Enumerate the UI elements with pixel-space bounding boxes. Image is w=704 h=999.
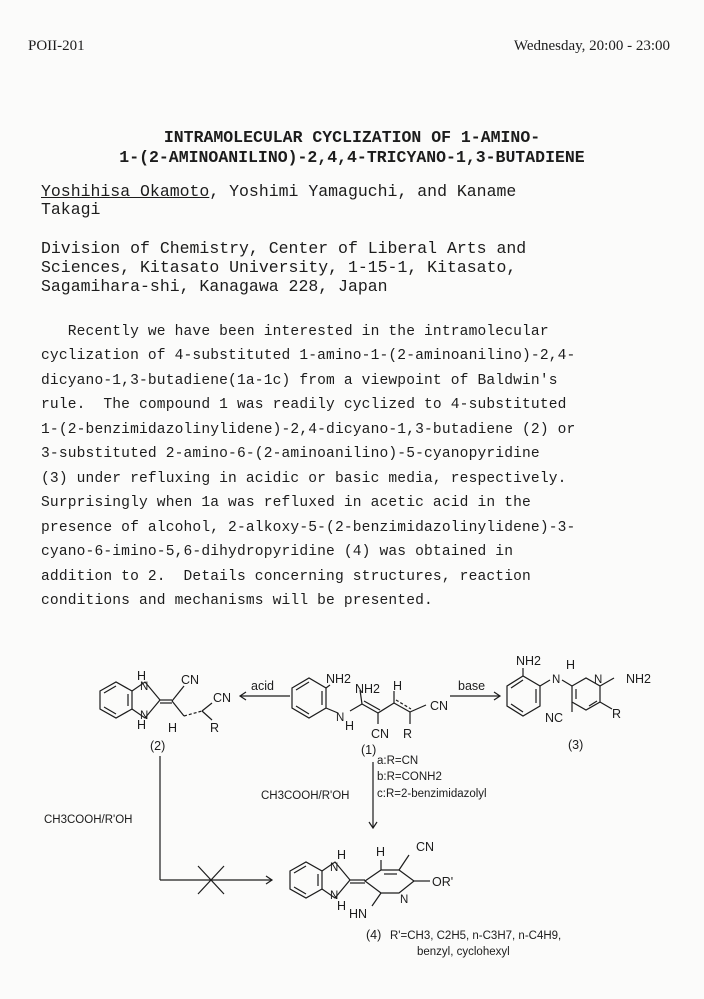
reagent-center: CH3COOH/R'OH xyxy=(261,790,350,802)
compound-label-3: (3) xyxy=(568,738,584,752)
r-label: R xyxy=(210,721,220,735)
r-prime-list-2: benzyl, cyclohexyl xyxy=(417,946,510,958)
benzene-ring xyxy=(292,678,326,718)
h-label: H xyxy=(376,845,386,859)
abstract-line: Recently we have been interested in the intramolecular xyxy=(41,324,549,340)
h-label: H xyxy=(337,848,347,862)
hn-label: HN xyxy=(349,907,368,921)
acid-label: acid xyxy=(251,679,274,693)
n-label: H xyxy=(137,718,147,732)
cn-label: CN xyxy=(213,691,232,705)
n-label: N xyxy=(330,890,339,902)
abstract-line: 3-substituted 2-amino-6-(2-aminoanilino)-5-cyanopyridine xyxy=(41,446,540,462)
cn-label: CN xyxy=(416,840,435,854)
nh2-label: NH2 xyxy=(355,682,381,696)
title-line-1: INTRAMOLECULAR CYCLIZATION OF 1-AMINO- xyxy=(163,128,541,147)
abstract-line: conditions and mechanisms will be presented. xyxy=(41,593,433,609)
compound-4-structure xyxy=(290,840,561,958)
compound-3-structure xyxy=(507,654,651,752)
compound-2-structure xyxy=(100,669,231,753)
h-label: H xyxy=(566,658,576,672)
compound-label-4: (4) xyxy=(366,928,382,942)
base-label: base xyxy=(458,679,486,693)
co-authors: , Yoshimi Yamaguchi, and Kaname xyxy=(209,182,517,201)
r-label: R xyxy=(612,707,622,721)
compound-label-2: (2) xyxy=(150,739,166,753)
session-code: POII-201 xyxy=(28,38,85,54)
benzene-ring xyxy=(290,862,322,898)
h-label: H xyxy=(393,679,403,693)
nh2-label: NH2 xyxy=(516,654,542,668)
nh2-label: NH2 xyxy=(326,672,352,686)
n-label: N xyxy=(336,712,345,724)
h-label: H xyxy=(345,719,355,733)
reagent-left: CH3COOH/R'OH xyxy=(44,814,133,826)
nc-label: NC xyxy=(545,711,564,725)
n-label: N xyxy=(552,674,561,686)
abstract-line: Surprisingly when 1a was refluxed in acetic acid in the xyxy=(41,495,531,511)
compound-label-1: (1) xyxy=(361,743,377,757)
or-label: OR' xyxy=(432,875,454,889)
session-time: Wednesday, 20:00 - 23:00 xyxy=(513,38,670,54)
abstract-line: cyclization of 4-substituted 1-amino-1-(2-aminoanilino)-2,4- xyxy=(41,348,576,364)
n-label: N xyxy=(594,674,603,686)
abstract-line: cyano-6-imino-5,6-dihydropyridine (4) was obtained in xyxy=(41,544,514,560)
presenting-author: Yoshihisa Okamoto xyxy=(41,182,210,201)
cn-label: CN xyxy=(371,727,390,741)
affiliation-line: Sciences, Kitasato University, 1-15-1, Kitasato, xyxy=(41,258,517,277)
abstract-line: rule. The compound 1 was readily cyclized to 4-substituted xyxy=(41,397,567,413)
affiliation-line: Sagamihara-shi, Kanagawa 228, Japan xyxy=(41,277,388,296)
substituent-a: a:R=CN xyxy=(377,755,419,767)
cn-label: CN xyxy=(430,699,449,713)
substituent-b: b:R=CONH2 xyxy=(377,771,442,783)
n-label: H xyxy=(137,669,147,683)
r-prime-list: R'=CH3, C2H5, n-C3H7, n-C4H9, xyxy=(390,930,562,942)
abstract-line: dicyano-1,3-butadiene(1a-1c) from a viewpoint of Baldwin's xyxy=(41,373,558,389)
abstract-line: addition to 2. Details concerning structures, reaction xyxy=(41,569,531,585)
benzene-ring xyxy=(100,682,132,718)
affiliation-line: Division of Chemistry, Center of Liberal Arts and xyxy=(41,239,527,258)
abstract-line: (3) under refluxing in acidic or basic media, respectively. xyxy=(41,471,567,487)
substituent-c: c:R=2-benzimidazolyl xyxy=(377,788,487,800)
r-label: R xyxy=(403,727,413,741)
title-line-2: 1-(2-AMINOANILINO)-2,4,4-TRICYANO-1,3-BUTADIENE xyxy=(119,148,585,167)
n-label: N xyxy=(330,862,339,874)
cn-label: CN xyxy=(181,673,200,687)
n-label: N xyxy=(140,681,149,693)
h-label: H xyxy=(168,721,178,735)
abstract-line: presence of alcohol, 2-alkoxy-5-(2-benzimidazolinylidene)-3- xyxy=(41,520,576,536)
authors-line-2: Takagi xyxy=(41,200,101,219)
n-label: N xyxy=(140,710,149,722)
h-label: H xyxy=(337,899,347,913)
benzene-ring xyxy=(507,676,540,716)
abstract-line: 1-(2-benzimidazolinylidene)-2,4-dicyano-1,3-butadiene (2) or xyxy=(41,422,576,438)
n-label: N xyxy=(400,894,409,906)
nh2-label: NH2 xyxy=(626,672,652,686)
